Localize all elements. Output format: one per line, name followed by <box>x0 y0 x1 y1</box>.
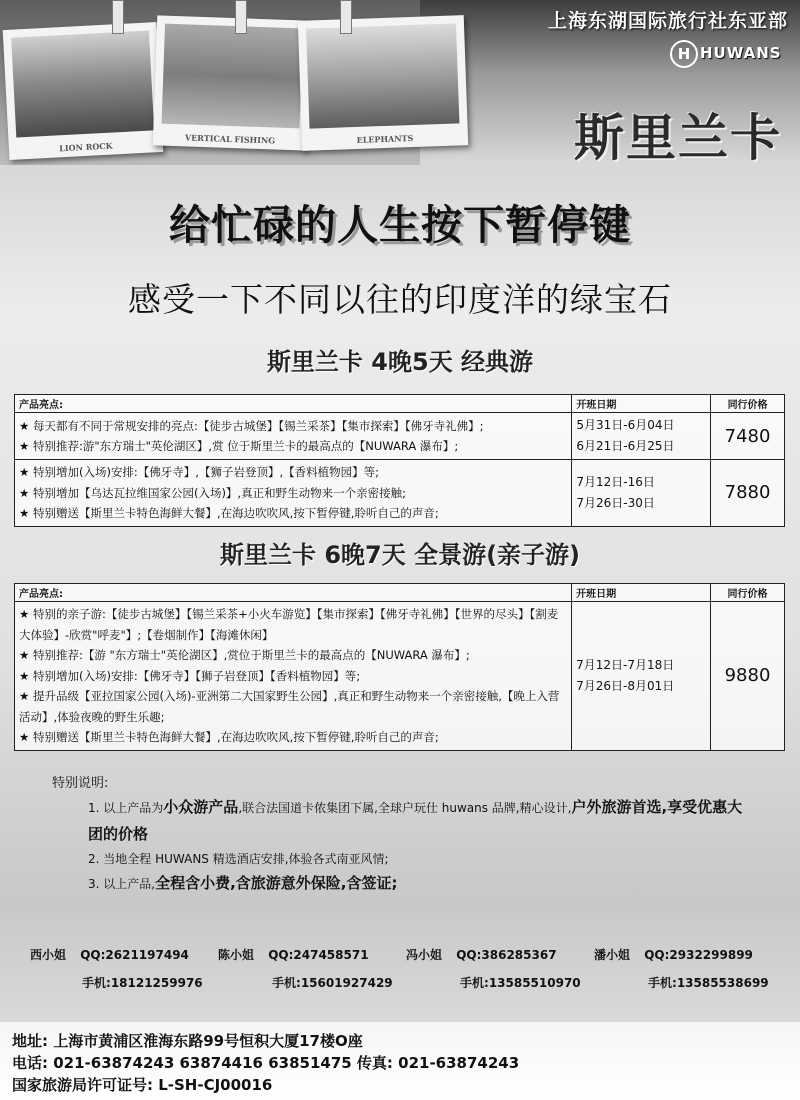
contact-mobile <box>460 974 581 991</box>
page-subheadline: 感受一下不同以往的印度洋的绿宝石 <box>128 280 672 319</box>
elephants-image <box>306 23 459 128</box>
note-emphasis: 全程含小费,含旅游意外保险,含签证; <box>155 874 398 892</box>
highlights-cell <box>15 602 572 751</box>
notes-title: 特别说明: <box>52 776 109 791</box>
qq-label: QQ: <box>80 948 106 962</box>
contact-mobile <box>648 974 769 991</box>
dates-cell <box>572 602 711 751</box>
header-price: 同行价格 <box>711 584 785 602</box>
highlight-item: ★ 特别增加(入场)安排:【佛牙寺】【狮子岩登顶】【香料植物园】等; <box>19 668 361 683</box>
photo-elephants <box>298 15 468 151</box>
contact-name: 潘小姐 <box>594 948 631 962</box>
highlight-item: ★ 特别推荐:游"东方瑞士"英伦湖区】,赏 位于斯里兰卡的最高点的【NUWARA 瀑布】; <box>19 439 459 453</box>
mobile-number: 18121259976 <box>110 976 203 990</box>
qq-label: QQ: <box>456 948 482 962</box>
country-title: 斯里兰卡 <box>574 109 782 165</box>
departure-date: 6月21日-6月25日 <box>576 439 675 453</box>
highlights-cell <box>15 413 572 460</box>
photo-caption: VERTICAL FISHING <box>184 132 276 146</box>
footer-address: 地址: 上海市黄浦区淮海东路99号恒积大厦17楼O座 <box>12 1032 363 1050</box>
dates-cell <box>572 413 711 460</box>
mobile-number: 13585510970 <box>488 976 581 990</box>
header-highlights: 产品亮点: <box>15 395 572 413</box>
price-cell: 7480 <box>711 413 785 460</box>
dates-cell <box>572 460 711 527</box>
note-text: 当地全程 HUWANS 精选酒店安排,体验各式南亚风情; <box>103 852 389 866</box>
contacts-section <box>0 946 800 996</box>
mobile-label: 手机: <box>460 976 489 990</box>
header-banner <box>0 0 800 165</box>
brand-name: HUWANS <box>700 44 782 62</box>
highlight-item: ★ 特别赠送【斯里兰卡特色海鲜大餐】,在海边吹吹风,按下暂停键,聆听自己的声音; <box>19 506 439 520</box>
note-number: 3. <box>88 877 100 891</box>
qq-number: 2621197494 <box>105 948 189 962</box>
table-header-row <box>15 395 785 413</box>
footer <box>0 1022 800 1100</box>
page-headline: 给忙碌的人生按下暂停键 <box>169 201 631 249</box>
tour-title-classic: 斯里兰卡 4晚5天 经典游 <box>266 348 534 376</box>
departure-date: 7月26日-8月01日 <box>576 678 675 693</box>
table-row <box>15 602 785 751</box>
highlights-cell <box>15 460 572 527</box>
tour-table-panorama <box>14 583 785 751</box>
lion-rock-image <box>11 30 154 137</box>
mobile-label: 手机: <box>272 976 301 990</box>
note-item <box>88 870 398 897</box>
contact-name: 西小姐 <box>30 948 67 962</box>
huwans-logo-icon: H <box>670 40 698 68</box>
photo-caption: LION ROCK <box>59 140 113 154</box>
contact-name: 陈小姐 <box>218 948 255 962</box>
note-number: 1. <box>88 801 100 815</box>
header-dates: 开班日期 <box>572 584 711 602</box>
clothespin-icon <box>112 0 124 34</box>
note-item <box>88 794 748 848</box>
clothespin-icon <box>235 0 247 34</box>
departure-date: 7月12日-16日 <box>576 474 655 489</box>
contact-mobile <box>82 974 203 991</box>
contact-name: 冯小姐 <box>406 948 443 962</box>
footer-license: 国家旅游局许可证号: L-SH-CJ00016 <box>12 1076 273 1094</box>
header-dates: 开班日期 <box>572 395 711 413</box>
departure-date: 7月12日-7月18日 <box>576 657 675 672</box>
note-number: 2. <box>88 852 100 866</box>
clothespin-icon <box>340 0 352 34</box>
qq-label: QQ: <box>644 948 670 962</box>
mobile-number: 13585538699 <box>676 976 769 990</box>
qq-number: 2932299899 <box>669 948 753 962</box>
highlight-item: ★ 特别推荐:【游 "东方瑞士"英伦湖区】,赏位于斯里兰卡的最高点的【NUWARA 瀑布】; <box>19 648 470 662</box>
price-cell: 9880 <box>711 602 785 751</box>
highlight-item: ★ 每天都有不同于常规安排的亮点:【徒步古城堡】【锡兰采茶】【集市探索】【佛牙寺礼佛】; <box>19 418 484 433</box>
qq-label: QQ: <box>268 948 294 962</box>
note-text: 以上产品为 <box>103 801 164 815</box>
departure-date: 5月31日-6月04日 <box>576 418 675 432</box>
note-item <box>88 846 389 872</box>
contact-name-qq <box>30 946 189 963</box>
contact-name-qq <box>594 946 753 963</box>
tour-table-classic <box>14 394 785 527</box>
table-header-row <box>15 584 785 602</box>
contact-name-qq <box>406 946 557 963</box>
agency-name: 上海东湖国际旅行社东亚部 <box>547 10 788 32</box>
highlight-item: ★ 特别增加(入场)安排:【佛牙寺】,【狮子岩登顶】,【香料植物园】等; <box>19 465 379 479</box>
highlight-item: ★ 特别增加【乌达瓦拉维国家公园(入场)】,真正和野生动物来一个亲密接触; <box>19 485 406 500</box>
contact-name-qq <box>218 946 369 963</box>
header-price: 同行价格 <box>711 395 785 413</box>
highlight-item: ★ 特别的亲子游:【徒步古城堡】【锡兰采茶+小火车游览】【集市探索】【佛牙寺礼佛】【世界的尽头】【割麦大体验】-欣赏"呼麦"】;【卷烟制作】【海滩休闲】 <box>19 607 559 642</box>
vertical-fishing-image <box>162 24 303 129</box>
qq-number: 386285367 <box>481 948 557 962</box>
header-highlights: 产品亮点: <box>15 584 572 602</box>
mobile-label: 手机: <box>648 976 677 990</box>
table-row <box>15 460 785 527</box>
footer-phone: 电话: 021-63874243 63874416 63851475 传真: 021-63874243 <box>12 1054 520 1072</box>
mobile-number: 15601927429 <box>300 976 393 990</box>
mobile-label: 手机: <box>82 976 111 990</box>
highlight-item: ★ 提升品级【亚拉国家公园(入场)-亚洲第二大国家野生公园】,真正和野生动物来一个亲密接触,【晚上入营活动】,体验夜晚的野生乐趣; <box>19 689 560 724</box>
departure-date: 7月26日-30日 <box>576 495 655 510</box>
photo-caption: ELEPHANTS <box>356 132 414 145</box>
table-row <box>15 413 785 460</box>
highlight-item: ★ 特别赠送【斯里兰卡特色海鲜大餐】,在海边吹吹风,按下暂停键,聆听自己的声音; <box>19 730 439 744</box>
photo-lion-rock <box>3 22 164 160</box>
note-text: 以上产品, <box>103 877 156 891</box>
note-emphasis: 户外旅游首选,享受优惠大团的价格 <box>88 798 743 843</box>
photo-vertical-fishing <box>153 15 311 150</box>
price-cell: 7880 <box>711 460 785 527</box>
note-text: ,联合法国道卡侬集团下属,全球户玩仕 huwans 品牌,精心设计, <box>238 801 572 815</box>
tour-title-panorama: 斯里兰卡 6晚7天 全景游(亲子游) <box>219 541 581 569</box>
qq-number: 247458571 <box>293 948 369 962</box>
contact-mobile <box>272 974 393 991</box>
note-emphasis: 小众游产品 <box>163 798 239 816</box>
